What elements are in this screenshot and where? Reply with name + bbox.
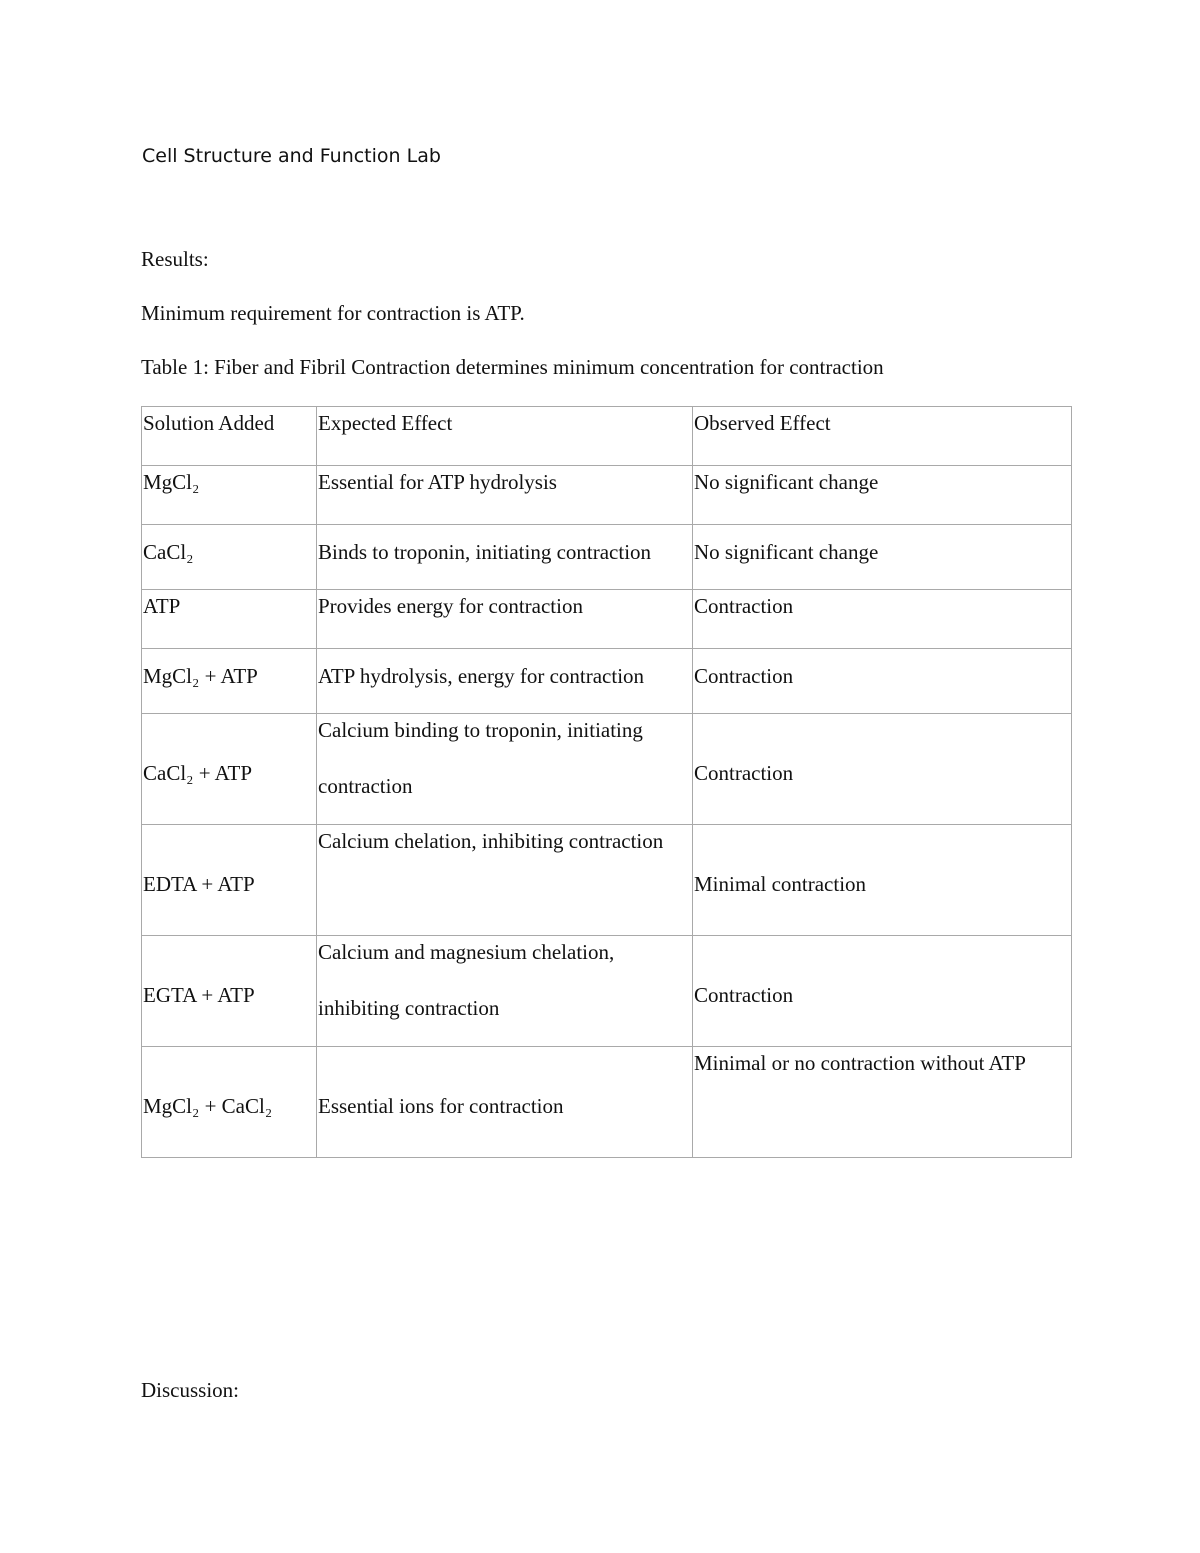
cell-text: ATP hydrolysis, energy for contraction: [318, 664, 645, 688]
cell-text: MgCl₂ + CaCl₂: [143, 1094, 273, 1118]
cell-text: Calcium chelation, inhibiting contraction: [318, 829, 664, 853]
cell-expected: [317, 825, 693, 936]
cell-text: Calcium and magnesium chelation, inhibiting contraction: [318, 940, 615, 1020]
cell-solution: [142, 1047, 317, 1158]
results-table: [141, 406, 1072, 1158]
cell-text: Contraction: [694, 664, 794, 688]
discussion-label: Discussion:: [141, 1378, 240, 1402]
table-row: [142, 466, 1072, 525]
cell-text: CaCl₂: [143, 540, 194, 564]
table-header-row: [142, 407, 1072, 466]
header-solution-added: Solution Added: [142, 407, 317, 466]
table-row: [142, 1047, 1072, 1158]
table-row: [142, 590, 1072, 649]
cell-solution: [142, 714, 317, 825]
cell-expected: [317, 936, 693, 1047]
table-row: [142, 936, 1072, 1047]
cell-solution: [142, 936, 317, 1047]
cell-solution: [142, 525, 317, 590]
cell-text: EGTA + ATP: [143, 983, 255, 1007]
cell-expected: [317, 714, 693, 825]
cell-text: Essential ions for contraction: [318, 1094, 564, 1118]
cell-solution: [142, 825, 317, 936]
cell-solution: MgCl₂: [142, 466, 317, 525]
results-summary: Minimum requirement for contraction is ATP.: [141, 301, 525, 325]
cell-observed: [693, 525, 1072, 590]
cell-observed: [693, 825, 1072, 936]
cell-text: CaCl₂ + ATP: [143, 761, 253, 785]
table-row: [142, 525, 1072, 590]
cell-expected: Essential for ATP hydrolysis: [317, 466, 693, 525]
cell-solution: ATP: [142, 590, 317, 649]
cell-observed: [693, 936, 1072, 1047]
table-row: [142, 714, 1072, 825]
header-expected-effect: Expected Effect: [317, 407, 693, 466]
cell-text: Calcium binding to troponin, initiating contraction: [318, 718, 643, 798]
cell-solution: [142, 649, 317, 714]
cell-text: Binds to troponin, initiating contraction: [318, 540, 652, 564]
header-observed-effect: Observed Effect: [693, 407, 1072, 466]
cell-expected: [317, 525, 693, 590]
table-caption: Table 1: Fiber and Fibril Contraction determines minimum concentration for contraction: [141, 355, 884, 379]
cell-text: Contraction: [694, 761, 794, 785]
table-row: [142, 825, 1072, 936]
cell-text: No significant change: [694, 540, 879, 564]
cell-text: EDTA + ATP: [143, 872, 255, 896]
cell-text: Contraction: [694, 983, 794, 1007]
cell-observed: No significant change: [693, 466, 1072, 525]
cell-text: MgCl₂ + ATP: [143, 664, 258, 688]
cell-expected: Provides energy for contraction: [317, 590, 693, 649]
cell-observed: [693, 649, 1072, 714]
cell-expected: [317, 1047, 693, 1158]
cell-text: Minimal or no contraction without ATP: [694, 1051, 1026, 1075]
cell-observed: [693, 714, 1072, 825]
cell-observed: Contraction: [693, 590, 1072, 649]
cell-text: Minimal contraction: [694, 872, 867, 896]
results-label: Results:: [141, 247, 209, 271]
cell-observed: [693, 1047, 1072, 1158]
document-title: Cell Structure and Function Lab: [142, 145, 441, 167]
